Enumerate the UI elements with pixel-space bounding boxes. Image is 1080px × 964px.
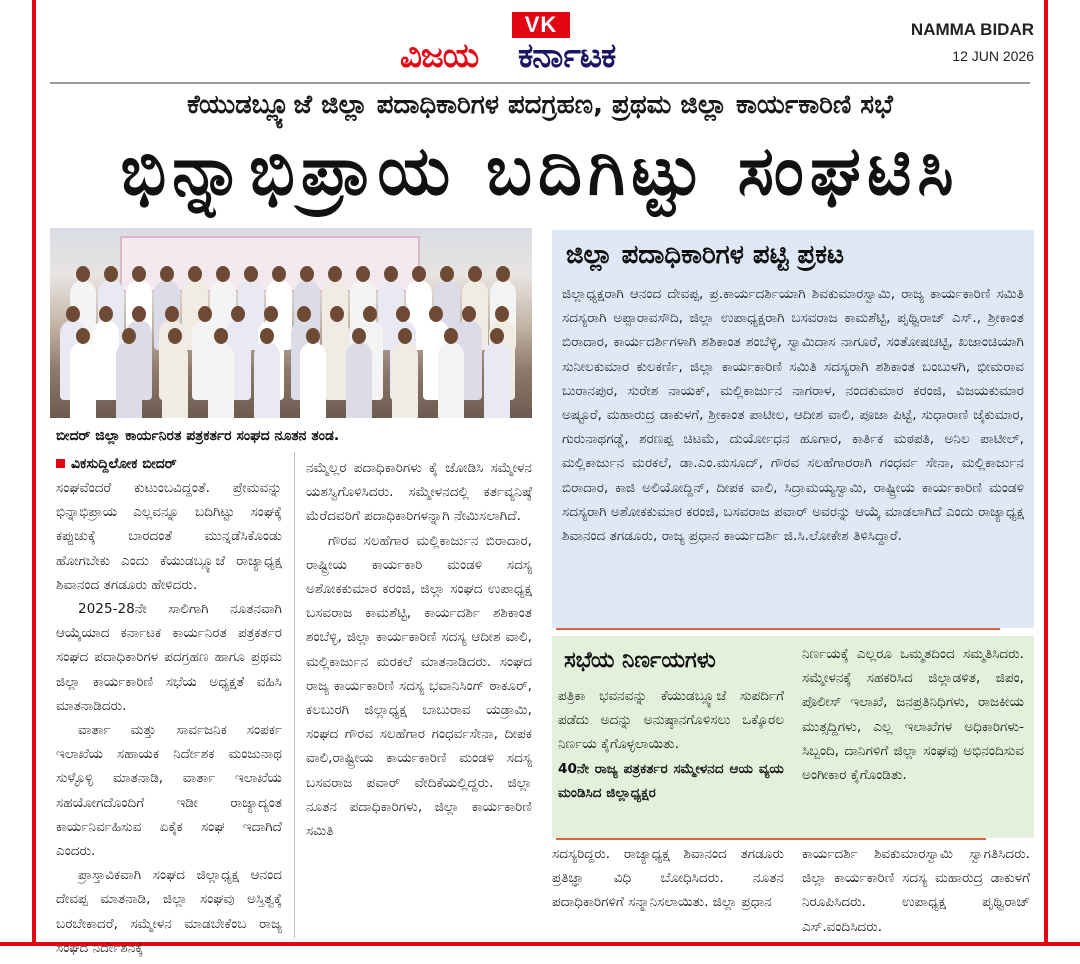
photo-person-head [490,328,504,344]
byline-text: ವಿಕಸುದ್ದಿಲೋಕ ಬೀದರ್ [71,456,177,472]
photo-person-head [122,328,136,344]
photo-person [346,342,372,418]
article-headline: ಭಿನ್ನಾಭಿಪ್ರಾಯ ಬದಿಗಿಟ್ಟು ಸಂಘಟಿಸಿ [120,132,960,211]
photo-person-head [188,266,202,282]
photo-person-head [132,306,146,322]
article-kicker: ಕೆಯುಡಬ್ಲ್ಯೂಜೆ ಜಿಲ್ಲಾ ಪದಾಧಿಕಾರಿಗಳ ಪದಗ್ರಹಣ, ಪ್ರಥಮ ಜಿಲ್ಲಾ ಕಾರ್ಯಕಾರಿಣಿ ಸಭೆ [187,90,893,120]
photo-person-head [104,266,118,282]
page-border-left [0,0,36,964]
resolutions-text: ಪತ್ರಿಕಾ ಭವನವನ್ನು ಕೆಯುಡಬ್ಲ್ಯೂಜೆ ಸುಪರ್ದಿಗೆ ಪಡೆದು ಅದನ್ನು ಅನುಷ್ಠಾನಗೊಳಿಸಲು ಒಕ್ಕೊರಲ ನಿರ್ಣಯ ಕೈಗೊಳ್ಳಲಾಯಿತು. [558,688,784,753]
paragraph: 2025-28ನೇ ಸಾಲಿಗಾಗಿ ನೂತನವಾಗಿ ಆಯ್ಕೆಯಾದ ಕರ್ನಾಟಕ ಕಾರ್ಯನಿರತ ಪತ್ರಕರ್ತರ ಸಂಘದ ಪದಾಧಿಕಾರಿಗಳ ಪದಗ್ರಹಣ ಹಾಗೂ ಪ್ರಥಮ ಜಿಲ್ಲಾ ಕಾರ್ಯಕಾರಿಣಿ ಸಭೆಯ ಅಧ್ಯಕ್ಷತೆ ವಹಿಸಿ ಮಾತನಾಡಿದರು. [56,601,282,714]
column-divider [294,452,295,938]
photo-person-head [214,328,228,344]
photo-person-head [300,266,314,282]
byline [56,456,177,472]
photo-person-head [462,306,476,322]
photo-person-head [429,306,443,322]
photo-person [70,342,96,418]
article-column-2 [306,456,532,843]
photo-person-head [272,266,286,282]
photo-person-head [165,306,179,322]
photo-person-head [396,306,410,322]
photo-person-head [99,306,113,322]
photo-person-head [244,266,258,282]
resolutions-right: ನಿರ್ಣಯಕ್ಕೆ ಎಲ್ಲರೂ ಒಮ್ಮತದಿಂದ ಸಮ್ಮತಿಸಿದರು. ಸಮ್ಮೇಳನಕ್ಕೆ ಸಹಕರಿಸಿದ ಜಿಲ್ಲಾಡಳಿತ, ಜಿಪಂ, ಪೊಲೀಸ್ ಇಲಾಖೆ, ಜನಪ್ರತಿನಿಧಿಗಳು, ರಾಜಕೀಯ ಮುತ್ಸದ್ದಿಗಳು, ಎಲ್ಲ ಇಲಾಖೆಗಳ ಅಧಿಕಾರಿಗಳು-ಸಿಬ್ಬಂದಿ, ದಾನಿಗಳಿಗೆ ಜಿಲ್ಲಾ ಸಂಘವು ಅಭಿನಂದಿಸುವ ಅಂಗೀಕಾರ ಕೈಗೊಂಡಿತು. [802,646,1024,784]
office-bearers-box [552,230,1034,628]
photo-person-head [356,266,370,282]
photo-person-head [412,266,426,282]
article-continuation-left: ಸದಸ್ಯರಿದ್ದರು. ರಾಜ್ಯಾಧ್ಯಕ್ಷ ಶಿವಾನಂದ ತಗಡೂರು ಪ್ರತಿಜ್ಞಾ ವಿಧಿ ಬೋಧಿಸಿದರು. ನೂತನ ಪದಾಧಿಕಾರಿಗಳಿಗೆ ಸನ್ಮಾನಿಸಲಾಯಿತು. ಜಿಲ್ಲಾ ಪ್ರಧಾನ [552,846,784,911]
photo-person-head [168,328,182,344]
paragraph: ನಮ್ಮೆಲ್ಲರ ಪದಾಧಿಕಾರಿಗಳು ಕೈ ಜೋಡಿಸಿ ಸಮ್ಮೇಳನ ಯಶಸ್ವಿಗೊಳಿಸಿದರು. ಸಮ್ಮೇಳನದಲ್ಲಿ ಕರ್ತವ್ಯನಿಷ್ಠೆ ಮೆರೆದವರಿಗೆ ಪದಾಧಿಕಾರಿಗಳನ್ನಾಗಿ ನೇಮಿಸಲಾಗಿದೆ. [306,460,532,525]
photo-person [484,342,510,418]
photo-person-head [297,306,311,322]
photo-person [162,342,188,418]
photo-person-head [328,266,342,282]
photo-person-head [384,266,398,282]
photo-person-head [363,306,377,322]
logo-karnataka: ಕರ್ನಾಟಕ [518,36,616,76]
office-bearers-text: ಜಿಲ್ಲಾಧ್ಯಕ್ಷರಾಗಿ ಆನಂದ ದೇವಪ್ಪ, ಪ್ರ.ಕಾರ್ಯದರ್ಶಿಯಾಗಿ ಶಿವಕುಮಾರಸ್ವಾಮಿ, ರಾಜ್ಯ ಕಾರ್ಯಕಾರಿಣಿ ಸಮಿತಿ ಸದಸ್ಯರಾಗಿ ಅಪ್ಪಾರಾವಸೌದಿ, ಜಿಲ್ಲಾ ಉಪಾಧ್ಯಕ್ಷರಾಗಿ ಬಸವರಾಜ ಕಾಮಶೆಟ್ಟಿ, ಪೃಥ್ವಿರಾಜ್ ಎಸ್., ಶ್ರೀಕಾಂತ ಬಿರಾದಾರ, ಕಾರ್ಯದರ್ಶಿಗಳಾಗಿ ಶಶಿಕಾಂತ ಶಂಬೆಳ್ಳಿ, ಸ್ವಾಮಿದಾಸ ನಾಗೂರೆ, ಸಂತೋಷಚಟ್ಟಿ, ಖಜಾಂಚಿಯಾಗಿ ಸುನೀಲಕುಮಾರ ಕುಲಕರ್ಣಿ, ಜಿಲ್ಲಾ ಕಾರ್ಯಕಾರಿಣಿ ಸಮಿತಿ ಸದಸ್ಯರಾಗಿ ಶಶಿಕಾಂತ ಬಂಬುಳಗಿ, ಭೀಮರಾವ ಬುರಾನಪುರ, ಸುರೇಶ ನಾಯಕ್, ಮಲ್ಲಿಕಾರ್ಜುನ ನಾಗರಾಳ, ನಂದಕುಮಾರ ಕರಂಜಿ, ವಿಜಯಕುಮಾರ ಅಷ್ಟೂರೆ, ಮಹಾರುದ್ರ ಡಾಕುಳಗೆ, ಶ್ರೀಕಾಂತ ಪಾಟೀಲ, ಆದೀಶ ವಾಲಿ, ಪೂಜಾ ಪಿಟ್ಟೆ, ಸುಧಾರಾಣಿ ಜೈಕುಮಾರ, ಗುರುನಾಥಗಡ್ಡೆ, ಶರಣಪ್ಪ ಚಿಟಮೆ, ದುರ್ಯೋಧನ ಹೂಗಾರ, ಕಾರ್ತಿಕ ಮಠಪತಿ, ಅನಿಲ ಪಾಟೀಲ್, ಮಲ್ಲಿಕಾರ್ಜುನ ಮರಕಲೆ, ಡಾ.ಎಂ.ಮಸೂದ್, ಗೌರವ ಸಲಹೆಗಾರರಾಗಿ ಗಂಧರ್ವ ಸೇನಾ, ಮಲ್ಲಿಕಾರ್ಜುನ ಬಿರಾದಾರ, ಕಾಜಿ ಅಲಿಯೋದ್ದಿನ್, ದೀಪಕ ವಾಲಿ, ಸಿದ್ರಾಮಯ್ಯಸ್ವಾಮಿ, ರಾಷ್ಟ್ರೀಯ ಕಾರ್ಯಕಾರಿಣಿ ಮಂಡಳಿ ಸದಸ್ಯರಾಗಿ ಅಶೋಕಕುಮಾರ ಕರಂಜಿ, ಬಸವರಾಜ ಪವಾರ್ ಅವರನ್ನು ಆಯ್ಕೆ ಮಾಡಲಾಗಿದೆ ಎಂದು ರಾಜ್ಯಾಧ್ಯಕ್ಷ ಶಿವಾನಂದ ತಗಡೂರು, ರಾಜ್ಯ ಪ್ರಧಾನ ಕಾರ್ಯದರ್ಶಿ ಜಿ.ಸಿ.ಲೋಕೇಶ ತಿಳಿಸಿದ್ದಾರೆ. [562,286,1024,545]
page-border-right [1044,0,1080,964]
photo-person-head [160,266,174,282]
photo-person [116,342,142,418]
resolutions-title: ಸಭೆಯ ನಿರ್ಣಯಗಳು [564,648,716,673]
photo-person-head [76,266,90,282]
logo-vijaya: ವಿಜಯ [400,36,479,76]
photo-person [208,342,234,418]
photo-person [300,342,326,418]
paragraph: ಸಂಘವೆಂದರೆ ಕುಟುಂಬವಿದ್ದಂತೆ. ಪ್ರೇಮವನ್ನು ಭಿನ್ನಾಭಿಪ್ರಾಯ ಎಲ್ಲವನ್ನೂ ಬದಿಗಿಟ್ಟು ಸಂಘಕ್ಕೆ ಕಪ್ಪುಚುಕ್ಕೆ ಬಾರದಂತೆ ಮುನ್ನಡೆಸಿಕೊಂಡು ಹೋಗಬೇಕು ಎಂದು ಕೆಯುಡಬ್ಲ್ಯೂಜೆ ರಾಜ್ಯಾಧ್ಯಕ್ಷ ಶಿವಾನಂದ ತಗಡೂರು ಹೇಳಿದರು. [56,480,282,593]
photo-person-head [216,266,230,282]
photo-person-head [444,328,458,344]
group-photo [50,228,532,418]
photo-person [438,342,464,418]
photo-person-head [440,266,454,282]
photo-person-head [495,306,509,322]
photo-person-head [76,328,90,344]
byline-marker [56,459,65,468]
photo-person-head [132,266,146,282]
box-divider [556,628,1000,630]
vk-badge: VK [512,12,570,38]
paragraph: ಗೌರವ ಸಲಹೆಗಾರ ಮಲ್ಲಿಕಾರ್ಜುನ ಬಿರಾದಾರ, ರಾಷ್ಟ್ರೀಯ ಕಾರ್ಯಕಾರಿ ಮಂಡಳಿ ಸದಸ್ಯ ಅಶೋಕಕುಮಾರ ಕರಂಜಿ, ಜಿಲ್ಲಾ ಸಂಘದ ಉಪಾಧ್ಯಕ್ಷ ಬಸವರಾಜ ಕಾಮಶೆಟ್ಟಿ, ಕಾರ್ಯದರ್ಶಿ ಶಶಿಕಾಂತ ಶಂಬೆಳ್ಳಿ, ಜಿಲ್ಲಾ ಕಾರ್ಯಕಾರಿಣಿ ಸದಸ್ಯ ಆದೀಶ ವಾಲಿ, ಮಲ್ಲಿಕಾರ್ಜುನ ಮರಕಲೆ ಮಾತನಾಡಿದರು. ಸಂಘದ ರಾಜ್ಯ ಕಾರ್ಯಕಾರಿಣಿ ಸದಸ್ಯ ಭವಾನಿಸಿಂಗ್ ಠಾಕೂರ್, ಕಲಬುರಗಿ ಜಿಲ್ಲಾಧ್ಯಕ್ಷ ಬಾಬುರಾವ ಯಡ್ರಾಮಿ, ಸಂಘದ ಗೌರವ ಸಲಹೆಗಾರ ಗಂಧರ್ವಸೇನಾ, ದೀಪಕ ವಾಲಿ,ರಾಷ್ಟ್ರೀಯ ಕಾರ್ಯಕಾರಿಣಿ ಮಂಡಳಿ ಸದಸ್ಯ ಬಸವರಾಜ ಪವಾರ್ ವೇದಿಕೆಯಲ್ಲಿದ್ದರು. ಜಿಲ್ಲಾ ನೂತನ ಪದಾಧಿಕಾರಿಗಳು, ಜಿಲ್ಲಾ ಕಾರ್ಯಕಾರಿಣಿ ಸಮಿತಿ [306,532,532,840]
resolutions-bold-text: 40ನೇ ರಾಜ್ಯ ಪತ್ರಕರ್ತರ ಸಮ್ಮೇಳನದ ಆಯ ವ್ಯಯ ಮಂಡಿಸಿದ ಜಿಲ್ಲಾಧ್ಯಕ್ಷರ [558,760,784,801]
resolutions-box [552,636,1034,838]
article-column-1 [56,476,282,960]
edition-name: NAMMA BIDAR [910,20,1034,39]
header-rule [50,82,1030,84]
photo-person [392,342,418,418]
photo-person-head [264,306,278,322]
paragraph: ವಾರ್ತಾ ಮತ್ತು ಸಾರ್ವಜನಿಕ ಸಂಪರ್ಕ ಇಲಾಖೆಯ ಸಹಾಯಕ ನಿರ್ದೇಶಕ ಮಂಜುನಾಥ ಸುಳ್ಳೊಳ್ಳಿ ಮಾತನಾಡಿ, ವಾರ್ತಾ ಇಲಾಖೆಯ ಸಹಯೋಗದೊಂದಿಗೆ ಇಡೀ ರಾಜ್ಯಾದ್ಯಂತ ಕಾರ್ಯನಿರ್ವಹಿಸುವ ಏಕೈಕ ಸಂಘ ಇದಾಗಿದೆ ಎಂದರು. [56,722,282,860]
edition-date: 12 JUN 2026 [952,48,1034,64]
photo-person-head [496,266,510,282]
box-divider [556,838,986,840]
article-continuation-right: ಕಾರ್ಯದರ್ಶಿ ಶಿವಕುಮಾರಸ್ವಾಮಿ ಸ್ವಾಗತಿಸಿದರು. ಜಿಲ್ಲಾ ಕಾರ್ಯಕಾರಿಣಿ ಸದಸ್ಯ ಮಹಾರುದ್ರ ಡಾಕುಳಗೆ ನಿರೂಪಿಸಿದರು. ಉಪಾಧ್ಯಕ್ಷ ಪೃಥ್ವಿರಾಜ್ ಎಸ್.ವಂದಿಸಿದರು. [802,846,1030,935]
photo-person [254,342,280,418]
photo-caption: ಬೀದರ್ ಜಿಲ್ಲಾ ಕಾರ್ಯನಿರತ ಪತ್ರಕರ್ತರ ಸಂಘದ ನೂತನ ತಂಡ. [56,428,340,444]
office-bearers-title: ಜಿಲ್ಲಾ ಪದಾಧಿಕಾರಿಗಳ ಪಟ್ಟಿ ಪ್ರಕಟ [566,240,844,270]
masthead-logo [400,12,690,74]
resolutions-left [558,684,784,805]
photo-person-head [66,306,80,322]
photo-person-head [260,328,274,344]
photo-person-head [468,266,482,282]
photo-person-head [330,306,344,322]
photo-person-head [306,328,320,344]
paragraph: ಪ್ರಾಸ್ತಾವಿಕವಾಗಿ ಸಂಘದ ಜಿಲ್ಲಾಧ್ಯಕ್ಷ ಆನಂದ ದೇವಪ್ಪ ಮಾತನಾಡಿ, ಜಿಲ್ಲಾ ಸಂಘವು ಅಸ್ತಿತ್ವಕ್ಕೆ ಬರಬೇಕಾದರೆ, ಸಮ್ಮೇಳನ ಮಾಡಬೇಕೆಂಬ ರಾಜ್ಯ ಸಂಘದ ನಿರ್ದೇಶನಕ್ಕೆ [56,867,282,956]
photo-person-head [231,306,245,322]
photo-person-head [398,328,412,344]
photo-person-head [352,328,366,344]
photo-person-head [198,306,212,322]
